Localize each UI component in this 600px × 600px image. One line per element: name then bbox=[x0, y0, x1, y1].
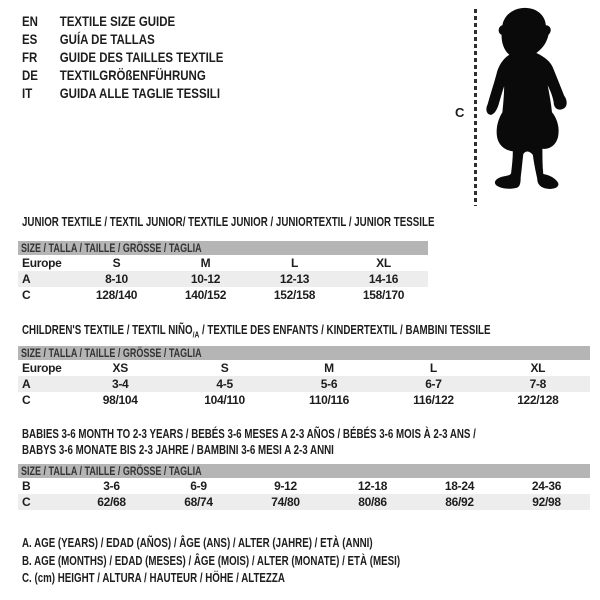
age-cell: 8-10 bbox=[105, 272, 128, 286]
size-cell: XL bbox=[530, 361, 546, 375]
size-header-bar bbox=[18, 241, 428, 255]
language-row-fr bbox=[22, 48, 223, 66]
language-title: TEXTILE SIZE GUIDE bbox=[59, 13, 176, 29]
table-row-europe bbox=[18, 360, 590, 376]
height-cell: 92/98 bbox=[532, 495, 561, 509]
size-cell: M bbox=[200, 256, 211, 270]
age-cell: 10-12 bbox=[190, 272, 221, 286]
age-cell: 9-12 bbox=[274, 479, 297, 493]
size-header-bar bbox=[18, 346, 590, 360]
table-row-age bbox=[18, 271, 428, 287]
children-table-title: CHILDREN'S TEXTILE / TEXTIL $NIÑO_{/A}$ / TEXTILE DES ENFANTS / KINDERTEXTIL / BAMBINI TESSILE bbox=[22, 323, 491, 340]
age-cell: 18-24 bbox=[444, 479, 475, 493]
age-cell: 6-9 bbox=[190, 479, 207, 493]
age-cell: 7-8 bbox=[529, 377, 547, 391]
height-cell: 74/80 bbox=[271, 495, 300, 509]
children-table bbox=[18, 346, 590, 408]
row-label: B bbox=[22, 479, 31, 493]
size-header-label: SIZE / TALLA / TAILLE / GRÖSSE / TAGLIA bbox=[21, 464, 202, 478]
language-code: DE bbox=[22, 67, 38, 83]
size-header-label: SIZE / TALLA / TAILLE / GRÖSSE / TAGLIA bbox=[21, 346, 202, 360]
row-label: Europe bbox=[22, 256, 62, 270]
row-label: C bbox=[22, 495, 31, 509]
height-cell: 98/104 bbox=[102, 393, 138, 407]
age-cell: 14-16 bbox=[368, 272, 399, 286]
table-row-age bbox=[18, 376, 590, 392]
footnote-c: C. (cm) HEIGHT / ALTURA / HAUTEUR / HÖHE / ALTEZZA bbox=[22, 571, 285, 585]
language-code: FR bbox=[22, 49, 38, 65]
row-label: C bbox=[22, 393, 31, 407]
table-row-europe bbox=[18, 255, 428, 271]
size-cell: S bbox=[112, 256, 121, 270]
age-cell: 12-18 bbox=[357, 479, 388, 493]
row-label: C bbox=[22, 288, 31, 302]
babies-table-title-line2: BABYS 3-6 MONATE BIS 2-3 JAHRE / BAMBINI 3-6 MESI A 2-3 ANNI bbox=[22, 443, 334, 457]
footnote-b: B. AGE (MONTHS) / EDAD (MESES) / ÂGE (MOIS) / ALTER (MONATE) / ETÀ (MESI) bbox=[22, 553, 401, 568]
language-title-list bbox=[22, 12, 268, 102]
height-cell: 62/68 bbox=[97, 495, 126, 509]
toddler-silhouette-icon bbox=[485, 6, 572, 208]
footnotes bbox=[22, 535, 507, 588]
language-title: TEXTILGRÖßENFÜHRUNG bbox=[59, 67, 206, 83]
language-code: EN bbox=[22, 13, 38, 29]
age-cell: 12-13 bbox=[279, 272, 310, 286]
height-cell: 116/122 bbox=[413, 393, 454, 407]
height-cell: 104/110 bbox=[204, 393, 245, 407]
size-cell: XS bbox=[112, 361, 128, 375]
junior-table-title: JUNIOR TEXTILE / TEXTIL JUNIOR/ TEXTILE JUNIOR / JUNIORTEXTIL / JUNIOR TESSILE bbox=[22, 215, 435, 229]
age-cell: 4-5 bbox=[216, 377, 233, 391]
age-cell: 3-4 bbox=[111, 377, 129, 391]
height-cell: 68/74 bbox=[184, 495, 213, 509]
babies-table-title-line1: BABIES 3-6 MONTH TO 2-3 YEARS / BEBÉS 3-6 MESES A 2-3 AÑOS / BÉBÉS 3-6 MOIS À 2-3 ANS / bbox=[22, 427, 476, 441]
babies-table-section bbox=[18, 426, 590, 509]
footnote-a: A. AGE (YEARS) / EDAD (AÑOS) / ÂGE (ANS) / ALTER (JAHRE) / ETÀ (ANNI) bbox=[22, 536, 373, 550]
height-cell: 110/116 bbox=[309, 393, 349, 407]
height-cell: 152/158 bbox=[273, 288, 316, 302]
age-cell: 5-6 bbox=[320, 377, 338, 391]
height-cell: 86/92 bbox=[445, 495, 474, 509]
language-code: IT bbox=[22, 85, 33, 101]
size-header-label: SIZE / TALLA / TAILLE / GRÖSSE / TAGLIA bbox=[21, 241, 202, 255]
row-label: A bbox=[22, 377, 31, 391]
height-measure-label: C bbox=[455, 105, 465, 120]
size-cell: M bbox=[324, 361, 334, 375]
language-row-es bbox=[22, 30, 223, 48]
height-cell: 128/140 bbox=[95, 288, 138, 302]
size-cell: XL bbox=[376, 256, 391, 270]
size-cell: L bbox=[290, 256, 299, 270]
junior-table bbox=[18, 241, 428, 303]
language-row-en bbox=[22, 12, 223, 30]
height-cell: 122/128 bbox=[517, 393, 559, 407]
language-code: ES bbox=[22, 31, 38, 47]
language-title: GUIDE DES TAILLES TEXTILE bbox=[59, 49, 224, 65]
height-cell: 158/170 bbox=[362, 288, 405, 302]
size-header-bar bbox=[18, 464, 590, 478]
table-row-age-months bbox=[18, 478, 590, 494]
age-cell: 24-36 bbox=[531, 479, 562, 493]
table-row-height bbox=[18, 287, 428, 303]
babies-table bbox=[18, 464, 590, 510]
row-label: Europe bbox=[22, 361, 62, 375]
children-table-section bbox=[18, 322, 590, 407]
size-cell: S bbox=[220, 361, 229, 375]
height-cell: 80/86 bbox=[358, 495, 387, 509]
language-title: GUIDA ALLE TAGLIE TESSILI bbox=[59, 85, 221, 101]
table-row-height bbox=[18, 392, 590, 408]
size-cell: L bbox=[429, 361, 437, 375]
language-row-de bbox=[22, 66, 223, 84]
table-row-height bbox=[18, 494, 590, 510]
height-cell: 140/152 bbox=[184, 288, 227, 302]
language-row-it bbox=[22, 84, 223, 102]
language-title: GUÍA DE TALLAS bbox=[59, 31, 155, 47]
row-label: A bbox=[22, 272, 31, 286]
age-cell: 3-6 bbox=[103, 479, 120, 493]
junior-table-section bbox=[18, 214, 435, 302]
age-cell: 6-7 bbox=[425, 377, 442, 391]
height-measure-dashed-line bbox=[474, 9, 477, 206]
